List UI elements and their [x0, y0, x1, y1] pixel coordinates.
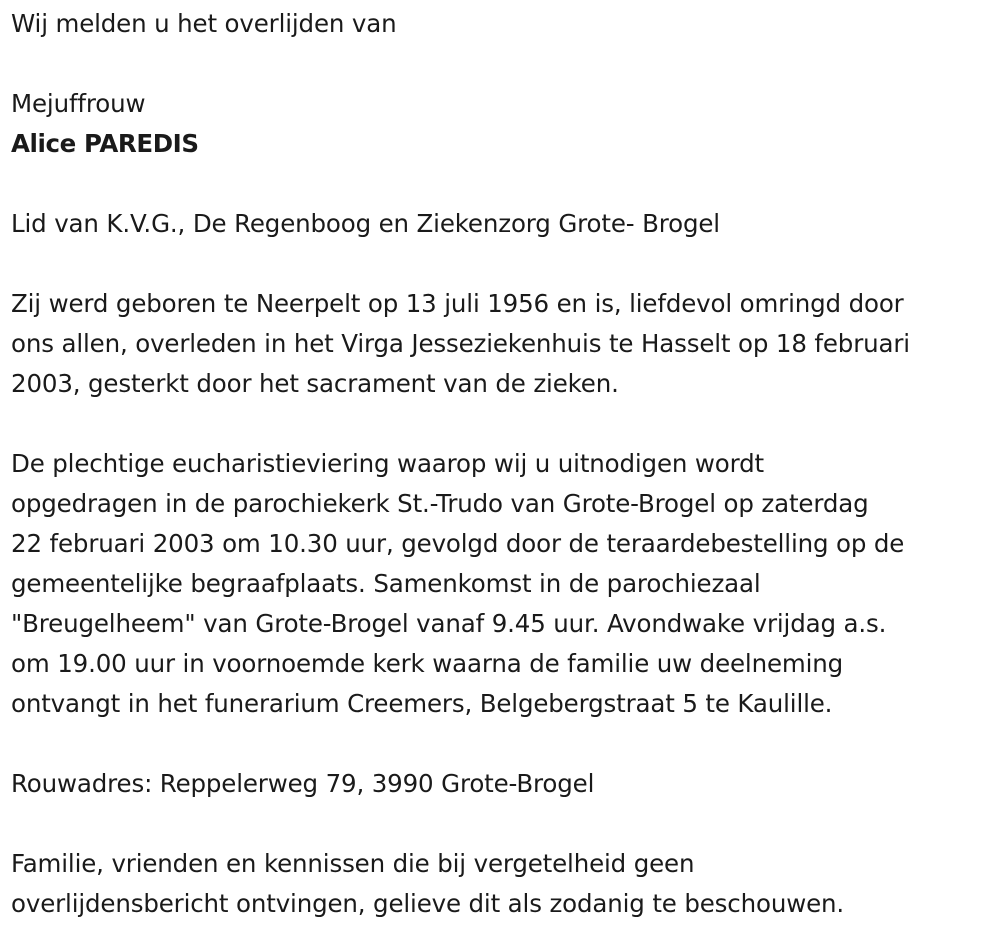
- paragraph-line: overlijdensbericht ontvingen, gelieve dit als zodanig te beschouwen.: [11, 889, 845, 918]
- spacer: [11, 404, 996, 444]
- ceremony-paragraph: [11, 444, 996, 724]
- paragraph-line: 22 februari 2003 om 10.30 uur, gevolgd door de teraardebestelling op de: [11, 529, 905, 558]
- honorific-title: Mejuffrouw: [11, 89, 146, 118]
- paragraph-line: gemeentelijke begraafplaats. Samenkomst in de parochiezaal: [11, 569, 761, 598]
- birth-death-paragraph: [11, 284, 996, 404]
- deceased-name: Alice PAREDIS: [11, 129, 199, 158]
- paragraph-line: De plechtige eucharistieviering waarop wij u uitnodigen wordt: [11, 449, 764, 478]
- closing-paragraph: [11, 844, 996, 924]
- spacer: [11, 44, 996, 84]
- spacer: [11, 164, 996, 204]
- death-notice: [11, 4, 996, 924]
- paragraph-line: om 19.00 uur in voornoemde kerk waarna de familie uw deelneming: [11, 649, 844, 678]
- intro-line: Wij melden u het overlijden van: [11, 9, 397, 38]
- membership-line: Lid van K.V.G., De Regenboog en Ziekenzorg Grote- Brogel: [11, 209, 720, 238]
- spacer: [11, 804, 996, 844]
- paragraph-line: Familie, vrienden en kennissen die bij vergetelheid geen: [11, 849, 695, 878]
- spacer: [11, 244, 996, 284]
- spacer: [11, 724, 996, 764]
- paragraph-line: ons allen, overleden in het Virga Jesseziekenhuis te Hasselt op 18 februari: [11, 329, 910, 358]
- paragraph-line: ontvangt in het funerarium Creemers, Belgebergstraat 5 te Kaulille.: [11, 689, 833, 718]
- mourning-address: Rouwadres: Reppelerweg 79, 3990 Grote-Brogel: [11, 769, 595, 798]
- paragraph-line: "Breugelheem" van Grote-Brogel vanaf 9.45 uur. Avondwake vrijdag a.s.: [11, 609, 887, 638]
- paragraph-line: opgedragen in de parochiekerk St.-Trudo van Grote-Brogel op zaterdag: [11, 489, 869, 518]
- paragraph-line: 2003, gesterkt door het sacrament van de zieken.: [11, 369, 619, 398]
- paragraph-line: Zij werd geboren te Neerpelt op 13 juli 1956 en is, liefdevol omringd door: [11, 289, 904, 318]
